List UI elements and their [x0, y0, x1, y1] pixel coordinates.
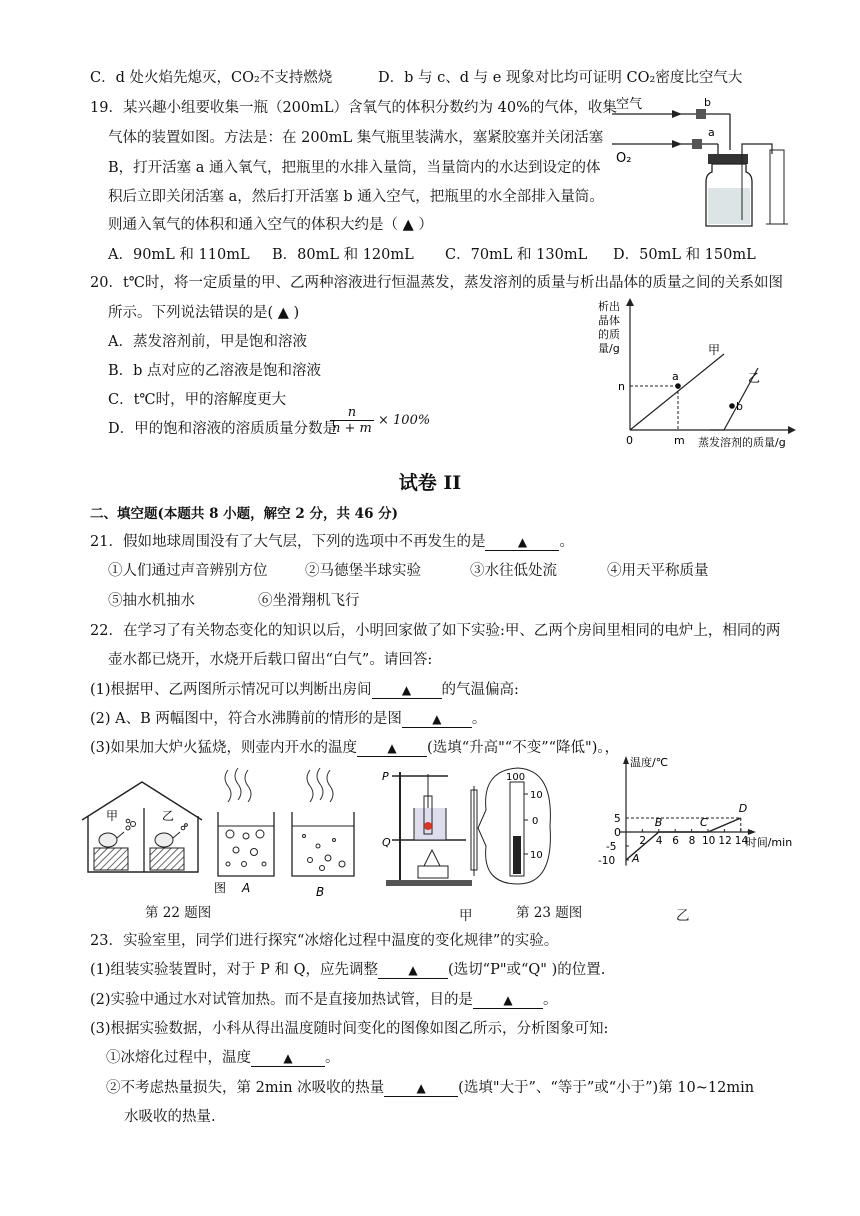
q20-option-b: B．b 点对应的乙溶液是饱和溶液	[108, 363, 322, 379]
q22-beaker-a-label: A	[242, 881, 251, 895]
q20-crystal-graph	[590, 296, 800, 456]
q18-option-d: D．b 与 c、d 与 e 现象对比均可证明 CO₂密度比空气大	[378, 70, 743, 86]
q20-option-c: C．t℃时，甲的溶解度更大	[108, 392, 287, 408]
q19-air-label: 空气	[616, 97, 643, 112]
q23-sub-2-end: 。	[543, 992, 558, 1008]
q19-option-b: B．80mL 和 120mL	[272, 247, 414, 263]
q23-sub-3-1-blank[interactable]	[251, 1050, 325, 1067]
q23-sub-1-blank-mark: ▲	[408, 963, 418, 977]
q20-fraction	[330, 405, 430, 436]
q22-line-2: 壶水都已烧开，水烧开后载口留出“白气”。请回答:	[108, 652, 433, 668]
q23-sub-2-stem: (2)实验中通过水对试管加热。而不是直接加热试管，目的是	[90, 992, 474, 1008]
section-2-header: 二、填空题(本题共 8 小题，解空 2 分，共 46 分)	[90, 506, 399, 522]
q23-thermo-0: 0	[532, 816, 539, 827]
q23-sub-3-1-blank-mark: ▲	[283, 1051, 293, 1065]
q21-option-4: ④用天平称质量	[607, 563, 709, 579]
q22-caption: 第 22 题图	[145, 905, 212, 921]
q22-sub-1-blank[interactable]	[372, 682, 442, 699]
q23-sub-1-stem: (1)组装实验装置时，对于 P 和 Q，应先调整	[90, 962, 379, 978]
q20-yi-label: 乙	[748, 371, 761, 385]
q19-line-5: 则通入氧气的体积和通入空气的体积大约是（ ▲ ）	[108, 217, 433, 233]
q20-point-a-label: a	[672, 370, 679, 383]
q22-sub-1	[90, 678, 519, 699]
q19-o2-label: O₂	[616, 151, 632, 166]
q22-sub-3-stem: (3)如果加大炉火猛烧，则壶内开水的温度	[90, 740, 358, 756]
chart-ylabel: 温度/℃	[630, 756, 669, 769]
q23-apparatus-figure	[378, 766, 568, 890]
y-axis-arrow	[623, 756, 629, 764]
q19-line-3: B，打开活塞 a 通入氧气，把瓶里的水排入量筒，当量筒内的水达到设定的体	[108, 160, 601, 176]
q22-sub-2-end: 。	[471, 711, 487, 727]
q22-sub-2-blank-mark: ▲	[432, 712, 442, 726]
q22-sub-3	[90, 736, 619, 757]
q20-m-label: m	[674, 434, 685, 447]
q20-jia-label: 甲	[708, 343, 721, 357]
q20-fraction-tail: × 100%	[378, 413, 431, 428]
q23-sub-2-blank-mark: ▲	[503, 993, 513, 1007]
q18-option-c: C．d 处火焰先熄灭，CO₂不支持燃烧	[90, 70, 333, 86]
q22-figure-tu-label: 图	[214, 881, 227, 895]
q19-option-d: D．50mL 和 150mL	[613, 247, 756, 263]
q20-point-a	[675, 383, 681, 389]
q22-sub-2	[90, 707, 486, 728]
q21-option-2: ②马德堡半球实验	[305, 563, 421, 579]
q23-sub-1-blank[interactable]	[378, 962, 448, 979]
q20-fraction-denominator: n + m	[332, 421, 372, 436]
q21-option-3: ③水往低处流	[470, 563, 557, 579]
x-tick-label: 6	[672, 835, 679, 847]
q23-sub-3-2-cont: 水吸收的热量.	[124, 1109, 216, 1125]
q20-ylabel-1: 析出	[598, 300, 620, 313]
point-label-a: A	[632, 852, 640, 865]
x-tick-label: 12	[718, 835, 732, 847]
q22-figure	[78, 764, 368, 900]
q22-line-1: 22．在学习了有关物态变化的知识以后，小明回家做了如下实验:甲、乙两个房间里相同的电炉上，相同的两	[90, 623, 781, 639]
q23-sub-1	[90, 958, 605, 979]
q23-caption: 第 23 题图	[516, 905, 583, 921]
x-tick-label: 4	[655, 835, 663, 847]
q22-sub-3-blank[interactable]	[357, 740, 427, 757]
point-label-b: B	[654, 816, 663, 829]
chart-xlabel: 时间/min	[745, 836, 793, 849]
q19-apparatus-figure	[612, 92, 802, 230]
q23-sub-2	[90, 988, 558, 1009]
q22-sub-2-blank[interactable]	[402, 711, 472, 728]
q23-sub-3-2-blank[interactable]	[384, 1080, 458, 1097]
q21-stem: 21．假如地球周围没有了大气层，下列的选项中不再发生的是	[90, 534, 486, 550]
q20-fraction-numerator: n	[330, 405, 374, 421]
q22-beaker-b	[292, 812, 354, 876]
q23-label-q: Q	[382, 836, 391, 849]
q22-kettle-yi	[155, 833, 173, 847]
q23-sub-1-end: (选切“P"或“Q" )的位置.	[448, 962, 606, 978]
q23-label-yi: 乙	[676, 908, 690, 924]
x-tick-label: 8	[688, 835, 696, 847]
y-tick-label: -10	[598, 855, 616, 867]
q19-option-c: C．70mL 和 130mL	[445, 247, 588, 263]
q22-sub-3-blank-mark: ▲	[387, 741, 397, 755]
q19-line-4: 积后立即关闭活塞 a，然后打开活塞 b 通入空气，把瓶里的水全部排入量筒。	[108, 189, 604, 205]
q19-measuring-cylinder	[770, 150, 784, 224]
q20-n-label: n	[618, 380, 625, 393]
q20-point-b	[729, 403, 735, 409]
q20-line-jia	[630, 354, 724, 430]
x-tick-label: 10	[702, 835, 716, 847]
point-label-d: D	[738, 802, 748, 815]
x-tick-label: 2	[639, 835, 647, 847]
q23-sub-3-1-stem: ①冰熔化过程中，温度	[106, 1050, 251, 1066]
q23-sub-3-2	[106, 1076, 754, 1097]
q23-sub-3-2-stem: ②不考虑热量损失，第 2min 冰吸收的热量	[106, 1080, 385, 1096]
q22-sub-1-end: 的气温偏高:	[441, 682, 519, 698]
q20-ylabel-3: 的质	[598, 328, 620, 341]
y-tick-label: 5	[614, 813, 621, 825]
q23-temperature-chart	[590, 752, 800, 892]
q19-line-1: 19．某兴趣小组要收集一瓶（200mL）含氧气的体积分数约为 40%的气体，收集	[90, 100, 617, 116]
q23-label-p: P	[382, 770, 389, 783]
q20-option-d: D．甲的饱和溶液的溶质质量分数是	[108, 421, 338, 437]
q20-ylabel-2: 晶体	[598, 314, 620, 327]
q23-sub-3: (3)根据实验数据，小科从得出温度随时间变化的图像如图乙所示，分析图象可知:	[90, 1021, 609, 1037]
q21-blank-mark: ▲	[517, 535, 528, 549]
q21-option-6: ⑥坐滑翔机飞行	[258, 593, 360, 609]
q22-beaker-a	[218, 812, 274, 876]
q22-sub-1-stem: (1)根据甲、乙两图所示情况可以判断出房间	[90, 682, 372, 698]
q20-point-b-label: b	[736, 400, 743, 413]
q21-option-1: ①人们通过声音辨别方位	[108, 563, 268, 579]
q22-beaker-b-label: B	[316, 885, 325, 899]
q23-sub-2-blank[interactable]	[473, 992, 543, 1009]
q23-sub-3-2-end: (选填"大于”、“等于”或“小于”)第 10~12min	[458, 1080, 755, 1096]
q22-kettle-jia	[99, 833, 117, 847]
y-tick-label: -5	[606, 841, 617, 853]
q22-room-yi-label: 乙	[162, 809, 175, 823]
q19-option-a: A．90mL 和 110mL	[108, 247, 250, 263]
q21-line-1	[90, 530, 574, 551]
q19-valve-a-label: a	[708, 126, 715, 139]
section-2-title: 试卷 II	[398, 472, 462, 494]
q22-sub-2-stem: (2) A、B 两幅图中，符合水沸腾前的情形的是图	[90, 711, 402, 727]
q23-sub-3-2-blank-mark: ▲	[416, 1081, 426, 1095]
q20-line-2: 所示。下列说法错误的是( ▲ )	[108, 305, 300, 321]
q23-sub-3-1	[106, 1046, 340, 1067]
q23-line-1: 23．实验室里，同学们进行探究“冰熔化过程中温度的变化规律”的实验。	[90, 933, 559, 949]
q20-ylabel-4: 量/g	[598, 342, 620, 355]
q21-answer-blank[interactable]	[485, 534, 559, 551]
q23-label-jia: 甲	[459, 908, 473, 924]
q23-thermo-10-top: 10	[530, 790, 543, 801]
q23-thermo-10-bottom: 10	[530, 850, 543, 861]
q23-thermo-100: 100	[506, 772, 526, 783]
q19-line-2: 气体的装置如图。方法是：在 200mL 集气瓶里装满水，塞紧胶塞并关闭活塞	[108, 130, 604, 146]
q22-room-jia-label: 甲	[106, 809, 119, 823]
q20-origin-label: 0	[626, 434, 633, 447]
q22-sub-1-blank-mark: ▲	[401, 683, 412, 697]
q23-sub-3-1-end: 。	[325, 1050, 340, 1066]
q20-xlabel: 蒸发溶剂的质量/g	[698, 436, 786, 449]
point-label-c: C	[700, 816, 708, 829]
q21-option-5: ⑤抽水机抽水	[108, 593, 195, 609]
chart-origin-label: 0	[614, 826, 621, 839]
q20-line-1: 20．t℃时，将一定质量的甲、乙两种溶液进行恒温蒸发，蒸发溶剂的质量与析出晶体的质量之间的关系如图	[90, 275, 783, 291]
x-tick-label: 14	[734, 835, 749, 847]
q20-option-a: A．蒸发溶剂前，甲是饱和溶液	[108, 334, 307, 350]
x-axis-arrow	[748, 829, 756, 835]
q22-sub-3-end: (选填“升高"“不变”“降低")。，	[427, 740, 620, 756]
q19-valve-b-label: b	[704, 96, 711, 109]
q21-stem-end: 。	[559, 534, 574, 550]
